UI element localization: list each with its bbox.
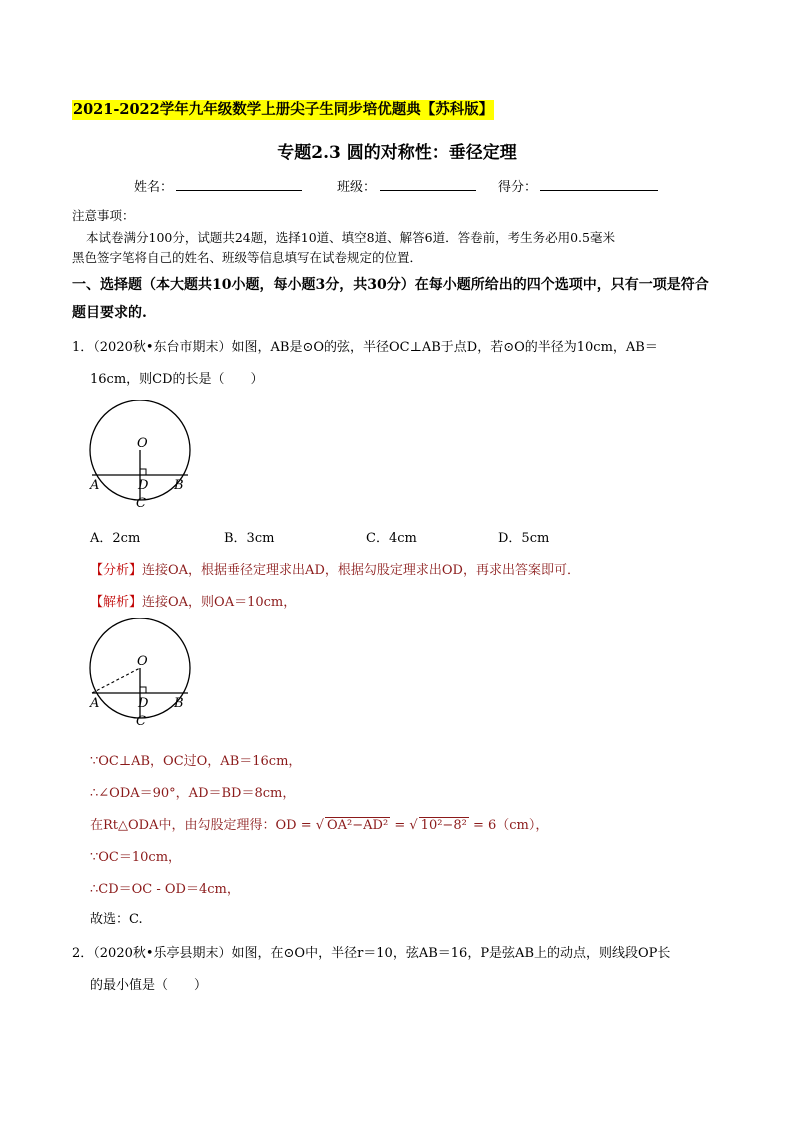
q1-step-5: ∴CD＝OC - OD＝4cm，	[90, 882, 240, 897]
label-b: B	[174, 696, 184, 711]
notes-line-1: 本试卷满分100分，试题共24题，选择10道、填空8道、解答6道．答卷前，考生务必用0.5毫米	[86, 230, 615, 245]
name-label: 姓名：	[134, 180, 174, 195]
label-o: O	[137, 654, 148, 669]
right-angle-mark	[140, 687, 146, 693]
solution-tag: 【解析】	[90, 595, 143, 610]
q1-solution	[90, 591, 296, 610]
step3-prefix: 在Rt△ODA中，由勾股定理得：OD =	[90, 818, 316, 833]
section-heading-line-1: 一、选择题（本大题共10小题，每小题3分，共30分）在每小题所给出的四个选项中，只有一项是符合	[72, 277, 709, 293]
label-c: C	[136, 496, 146, 511]
step3-mid: =	[390, 818, 410, 833]
q1-figure	[80, 400, 200, 515]
score-label: 得分：	[498, 180, 538, 195]
q1-step-2: ∴∠ODA＝90°，AD＝BD＝8cm，	[90, 786, 296, 801]
step3-radical-1: OA²−AD²	[327, 818, 389, 833]
solution-text: 连接OA，则OA＝10cm，	[142, 595, 297, 610]
label-a: A	[90, 696, 100, 711]
analysis-text: 连接OA，根据垂径定理求出AD，根据勾股定理求出OD，再求出答案即可．	[142, 563, 580, 578]
section-heading-line-2: 题目要求的.	[72, 305, 147, 321]
q2-stem-line-1: 2．（2020秋•乐亭县期末）如图，在⊙O中，半径r＝10，弦AB＝16，P是弦AB上的动点，则线段OP长	[72, 946, 671, 961]
q1-analysis	[90, 559, 580, 578]
class-blank[interactable]	[380, 190, 476, 191]
label-d: D	[138, 478, 149, 493]
step3-radical-2: 10²−8²	[420, 818, 467, 833]
q1-option-a[interactable]: A．2cm	[90, 531, 141, 546]
label-d: D	[138, 696, 149, 711]
dashed-oa	[92, 668, 140, 693]
series-banner: 2021-2022学年九年级数学上册尖子生同步培优题典【苏科版】	[73, 101, 494, 118]
right-angle-mark	[140, 469, 146, 475]
q1-option-b[interactable]: B．3cm	[224, 531, 275, 546]
q1-step-6: 故选：C.	[90, 912, 143, 927]
analysis-tag: 【分析】	[90, 563, 143, 578]
notes-label: 注意事项：	[72, 208, 135, 223]
q1-stem-line-1: 1．（2020秋•东台市期末）如图，AB是⊙O的弦，半径OC⊥AB于点D，若⊙O的半径为10cm，AB＝	[72, 340, 658, 355]
page-title: 专题2.3 圆的对称性：垂径定理	[277, 143, 517, 163]
class-label: 班级：	[337, 180, 377, 195]
step3-suffix: = 6（cm），	[468, 818, 549, 833]
q1-step-4: ∵OC＝10cm，	[90, 850, 182, 865]
q2-stem-line-2: 的最小值是（ ）	[90, 978, 208, 993]
score-blank[interactable]	[540, 190, 658, 191]
q1-step-1: ∵OC⊥AB，OC过O，AB＝16cm，	[90, 754, 302, 769]
q1-solution-figure	[80, 618, 200, 733]
q1-stem-line-2: 16cm，则CD的长是（ ）	[90, 372, 264, 387]
label-b: B	[174, 478, 184, 493]
notes-line-2: 黑色签字笔将自己的姓名、班级等信息填写在试卷规定的位置．	[72, 250, 423, 265]
name-blank[interactable]	[176, 190, 302, 191]
q1-step-3: 在Rt△ODA中，由勾股定理得：OD = √ OA²−AD² = √ 10²−8² = 6（cm），	[90, 818, 549, 833]
q1-option-c[interactable]: C．4cm	[366, 531, 417, 546]
label-o: O	[137, 436, 148, 451]
label-c: C	[136, 714, 146, 729]
q1-option-d[interactable]: D．5cm	[498, 531, 550, 546]
label-a: A	[90, 478, 100, 493]
